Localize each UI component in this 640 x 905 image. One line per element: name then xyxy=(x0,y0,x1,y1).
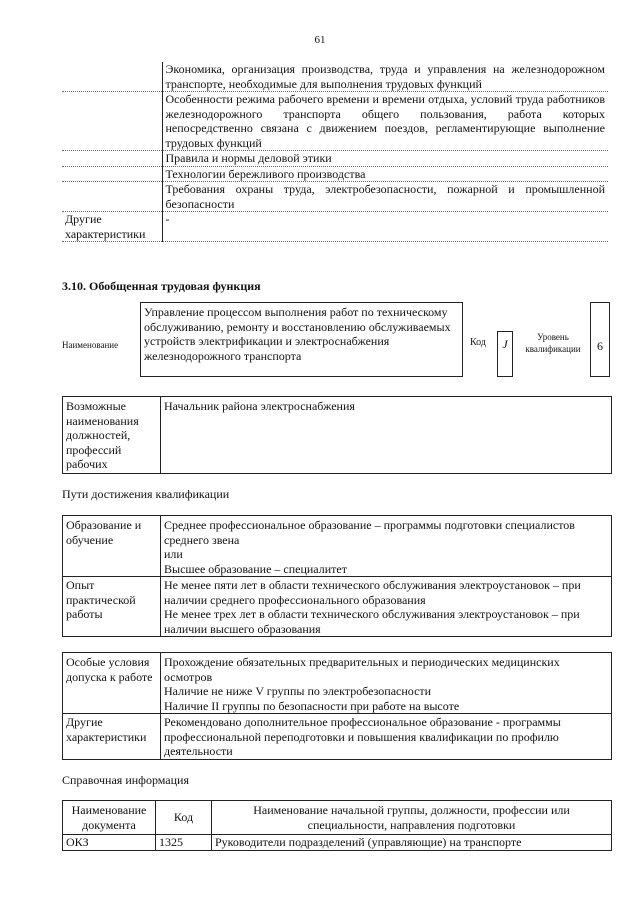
empty-cell xyxy=(62,166,162,182)
other-characteristics-value: - xyxy=(162,212,608,242)
empty-cell xyxy=(62,182,162,212)
experience-line: Не менее трех лет в области технического обслуживания электроустановок – при наличии высшего образования xyxy=(164,607,580,636)
special-conditions-label: Особые условия допуска к работе xyxy=(63,653,161,714)
table-row xyxy=(62,151,608,167)
conditions-table xyxy=(62,652,612,760)
header-document-name: Наименование документа xyxy=(63,801,156,835)
table-row xyxy=(62,182,608,212)
qualification-paths-title: Пути достижения квалификации xyxy=(62,487,230,501)
education-line: Среднее профессиональное образование – программы подготовки специалистов среднего звена xyxy=(164,518,575,547)
knowledge-item: Особенности режима рабочего времени и времени отдыха, условий труда работников железнодорожного транспорта общего пользования, работа которых непосредственно связана с движением поездов, регламентирующие выполнение трудовых функций xyxy=(162,92,608,151)
section-title: 3.10. Обобщенная трудовая функция xyxy=(62,279,261,293)
education-label: Образование и обучение xyxy=(63,516,161,577)
page-number: 61 xyxy=(314,34,326,46)
table-row xyxy=(62,62,608,92)
table-row xyxy=(62,166,608,182)
condition-line: Наличие не ниже V группы по электробезопасности xyxy=(164,684,432,698)
positions-table xyxy=(62,396,612,474)
function-name: Управление процессом выполнения работ по техническому обслуживанию, ремонту и восстановлению обслуживаемых устройств электрификации и электроснабжения железнодорожного транспорта xyxy=(140,302,463,377)
education-line: или xyxy=(164,547,183,561)
header-group-name: Наименование начальной группы, должности, профессии или специальности, направления подготовки xyxy=(212,801,612,835)
knowledge-item: Требования охраны труда, электробезопасности, пожарной и промышленной безопасности xyxy=(162,182,608,212)
empty-cell xyxy=(62,62,162,92)
experience-line: Не менее пяти лет в области технического обслуживания электроустановок – при наличии среднего профессионального образования xyxy=(164,578,581,607)
condition-line: Прохождение обязательных предварительных и периодических медицинских осмотров xyxy=(164,655,560,684)
reference-title: Справочная информация xyxy=(62,773,189,787)
table-row xyxy=(63,577,612,637)
table-header-row xyxy=(63,801,612,835)
cell-document: ОКЗ xyxy=(63,835,156,851)
table-row xyxy=(63,714,612,760)
table-row xyxy=(62,212,608,242)
other-conditions-value: Рекомендовано дополнительное профессиональное образование - программы профессиональной переподготовки и повышения квалификации по профилю деятельности xyxy=(161,714,612,760)
table-row xyxy=(63,835,612,851)
header-code: Код xyxy=(156,801,212,835)
special-conditions-value xyxy=(161,653,612,714)
qualification-level-label: Уровень квалификации xyxy=(525,332,581,354)
reference-table xyxy=(62,800,612,851)
other-characteristics-label: Другие характеристики xyxy=(62,212,162,242)
knowledge-item: Правила и нормы деловой этики xyxy=(162,151,608,167)
cell-group-name: Руководители подразделений (управляющие) на транспорте xyxy=(212,835,612,851)
table-row xyxy=(63,653,612,714)
condition-line: Наличие II группы по безопасности при работе на высоте xyxy=(164,698,460,713)
experience-label: Опыт практической работы xyxy=(63,577,161,637)
knowledge-item: Экономика, организация производства, труда и управления на железнодорожном транспорте, необходимые для выполнения трудовых функций xyxy=(162,62,608,92)
qualification-level-value: 6 xyxy=(590,302,610,377)
table-row xyxy=(63,516,612,577)
empty-cell xyxy=(62,151,162,167)
other-conditions-label: Другие характеристики xyxy=(63,714,161,760)
knowledge-continuation-table xyxy=(62,62,608,242)
qualification-paths-table xyxy=(62,515,612,637)
experience-value xyxy=(161,577,612,637)
code-label: Код xyxy=(470,337,486,348)
education-value xyxy=(161,516,612,577)
education-line: Высшее образование – специалитет xyxy=(164,561,347,576)
name-label: Наименование xyxy=(62,340,119,350)
positions-label: Возможные наименования должностей, профессий рабочих xyxy=(63,397,161,474)
table-row xyxy=(62,92,608,151)
empty-cell xyxy=(62,92,162,151)
cell-code: 1325 xyxy=(156,835,212,851)
code-value: J xyxy=(497,331,513,377)
positions-value: Начальник района электроснабжения xyxy=(161,397,612,474)
table-row xyxy=(63,397,612,474)
knowledge-item: Технологии бережливого производства xyxy=(162,166,608,182)
